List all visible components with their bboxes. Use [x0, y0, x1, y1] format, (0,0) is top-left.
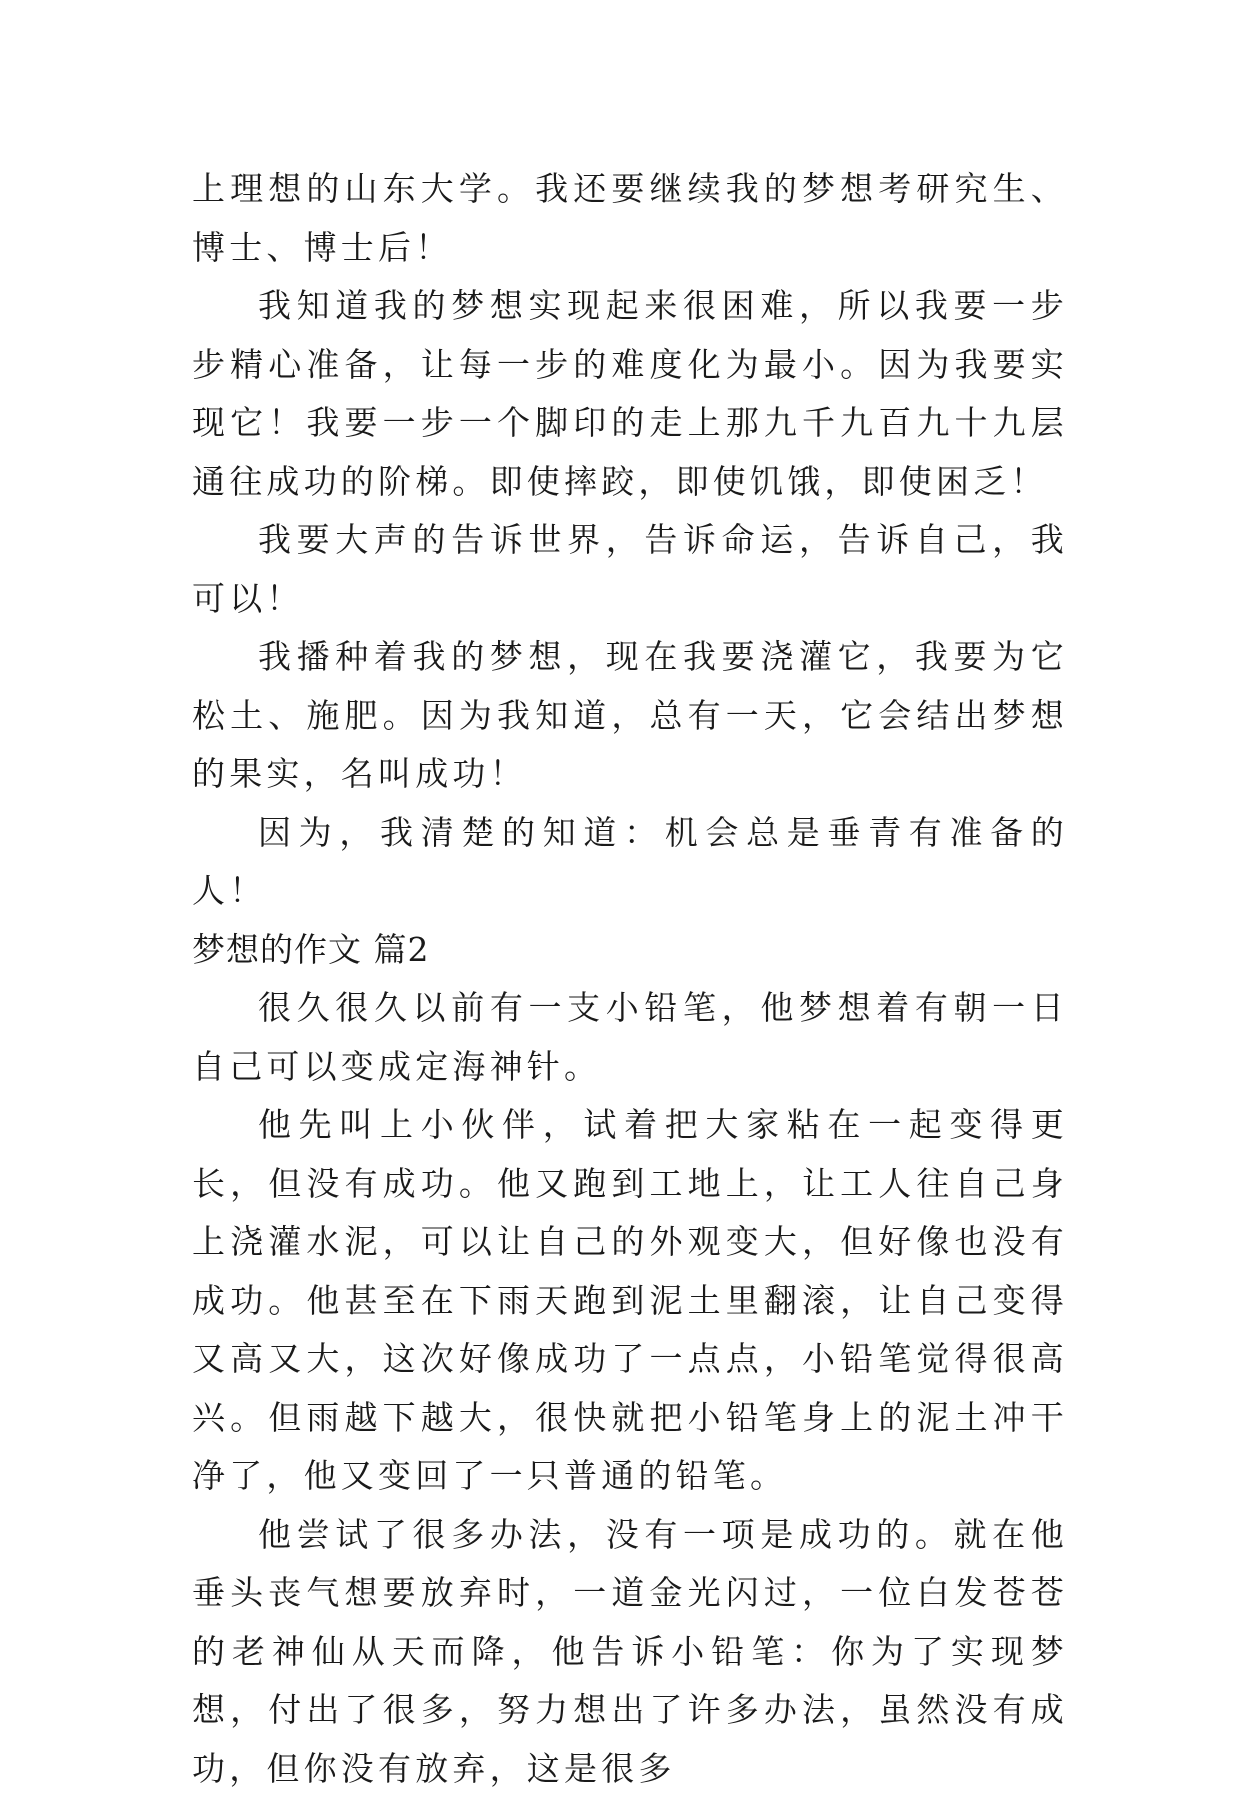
paragraph-2: 我知道我的梦想实现起来很困难，所以我要一步步精心准备，让每一步的难度化为最小。因为我要实现它！我要一步一个脚印的走上那九千九百九十九层通往成功的阶梯。即使摔跤，即使饥饿，即使困乏！ — [192, 277, 1068, 511]
paragraph-3: 我要大声的告诉世界，告诉命运，告诉自己，我可以！ — [192, 511, 1068, 628]
paragraph-8: 他尝试了很多办法，没有一项是成功的。就在他垂头丧气想要放弃时，一道金光闪过，一位白发苍苍的老神仙从天而降，他告诉小铅笔：你为了实现梦想，付出了很多，努力想出了许多办法，虽然没有成功，但你没有放弃，这是很多 — [192, 1506, 1068, 1798]
paragraph-6: 很久很久以前有一支小铅笔，他梦想着有朝一日自己可以变成定海神针。 — [192, 979, 1068, 1096]
paragraph-7: 他先叫上小伙伴，试着把大家粘在一起变得更长，但没有成功。他又跑到工地上，让工人往自己身上浇灌水泥，可以让自己的外观变大，但好像也没有成功。他甚至在下雨天跑到泥土里翻滚，让自己变得又高又大，这次好像成功了一点点，小铅笔觉得很高兴。但雨越下越大，很快就把小铅笔身上的泥土冲干净了，他又变回了一只普通的铅笔。 — [192, 1096, 1068, 1506]
document-body — [192, 160, 1068, 1798]
section-heading: 梦想的作文 篇2 — [192, 921, 1068, 980]
paragraph-1: 上理想的山东大学。我还要继续我的梦想考研究生、博士、博士后！ — [192, 160, 1068, 277]
paragraph-4: 我播种着我的梦想，现在我要浇灌它，我要为它松土、施肥。因为我知道，总有一天，它会结出梦想的果实，名叫成功！ — [192, 628, 1068, 804]
paragraph-5: 因为，我清楚的知道：机会总是垂青有准备的人！ — [192, 804, 1068, 921]
